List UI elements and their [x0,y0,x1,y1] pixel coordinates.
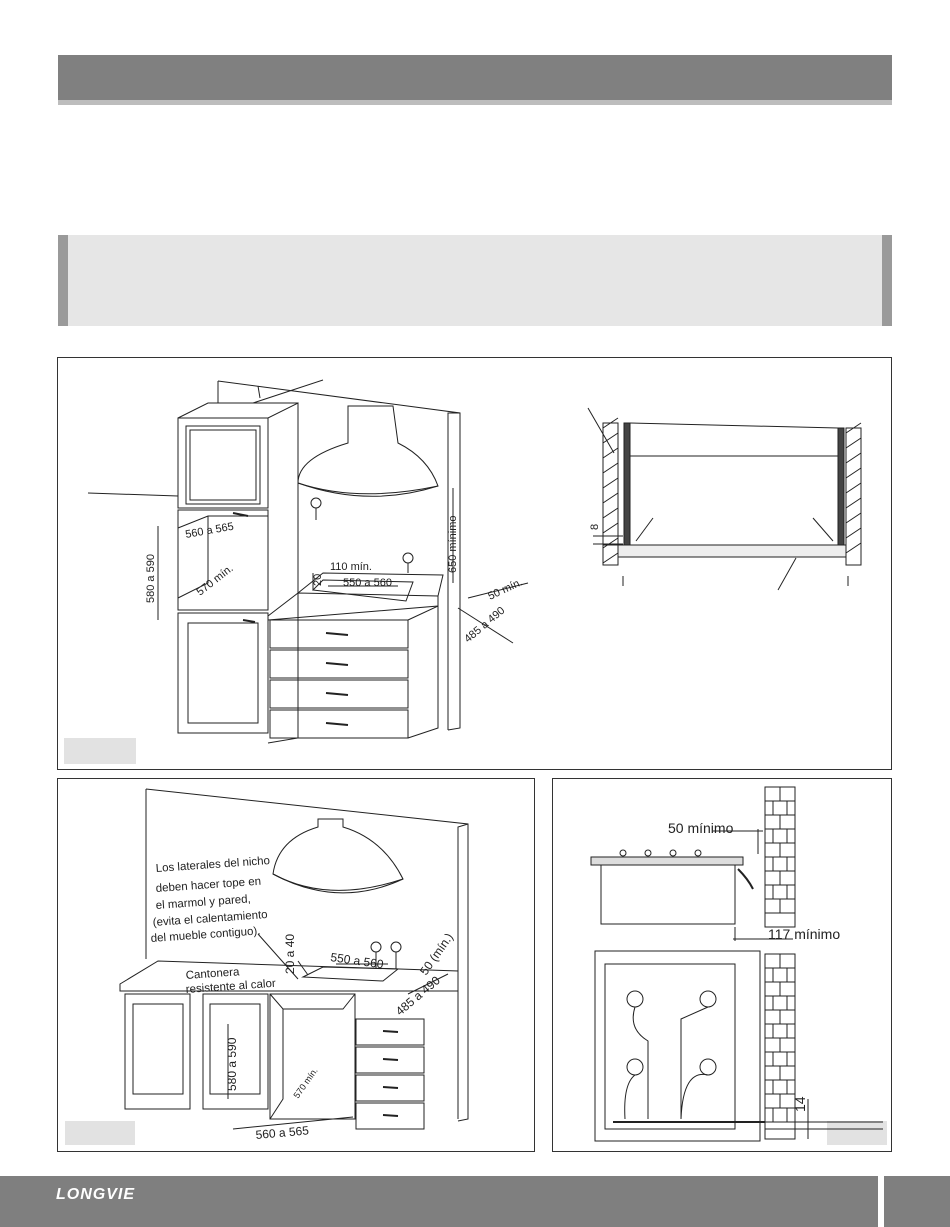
dim-depth-min: 570 mín. [291,1065,320,1101]
figure-niche-installation [57,778,535,1152]
dim-edge-20: 20 [312,573,324,586]
trim-label: Cantonera [185,966,240,982]
dim-cutout-depth: 485 a 490 [462,604,508,646]
dim-cutout-width: 550 a 560 [343,577,392,589]
dim-hood-height: 650 mínimo [447,515,459,573]
figure-wall-clearance [552,778,892,1152]
dim-side-min: 110 mín. [330,561,372,573]
dim-rear-min: 50 mín. [486,576,525,603]
footer-page-box [884,1176,950,1227]
dim-depth-min: 570 mín. [194,562,236,599]
trim-label: resistente al calor [185,977,277,996]
brand-logo: LONGVIE [56,1186,136,1203]
dim-width-opening: 560 a 565 [255,1123,310,1142]
dim-top: 50 mínimo [668,820,734,836]
header-bar [58,55,892,100]
note-line: del mueble contiguo). [150,925,261,945]
info-box-left-edge [58,235,68,326]
info-box [58,235,892,326]
figure-kitchen-installation [57,357,892,770]
info-box-right-edge [882,235,892,326]
clearance-drawing [553,779,893,1153]
niche-drawing [58,779,536,1153]
dim-cutout-depth: 485 a 490 [392,973,443,1019]
dim-height-opening: 580 a 590 [225,1037,239,1091]
dim-height-opening: 580 a 590 [145,554,157,603]
note-line: (evita el calentamiento [152,908,268,929]
dim-width-opening: 560 a 565 [184,520,235,541]
dim-cutout-width: 550 a 560 [329,950,385,972]
dim-edge: 20 a 40 [283,933,297,974]
header-underline [58,100,892,105]
dim-mid: 117 mínimo [768,926,841,942]
note-line: Los laterales del nicho [155,855,271,875]
dim-side: 14 [792,1096,808,1112]
dim-rear-min: 50 (mín.) [416,930,456,978]
note-line: el marmol y pared, [155,893,252,912]
top-dimension-labels [145,516,601,646]
niche-note [150,855,276,996]
note-line: deben hacer tope en [155,875,262,895]
kitchen-drawing [58,358,893,771]
dim-section-8: 8 [589,523,601,530]
